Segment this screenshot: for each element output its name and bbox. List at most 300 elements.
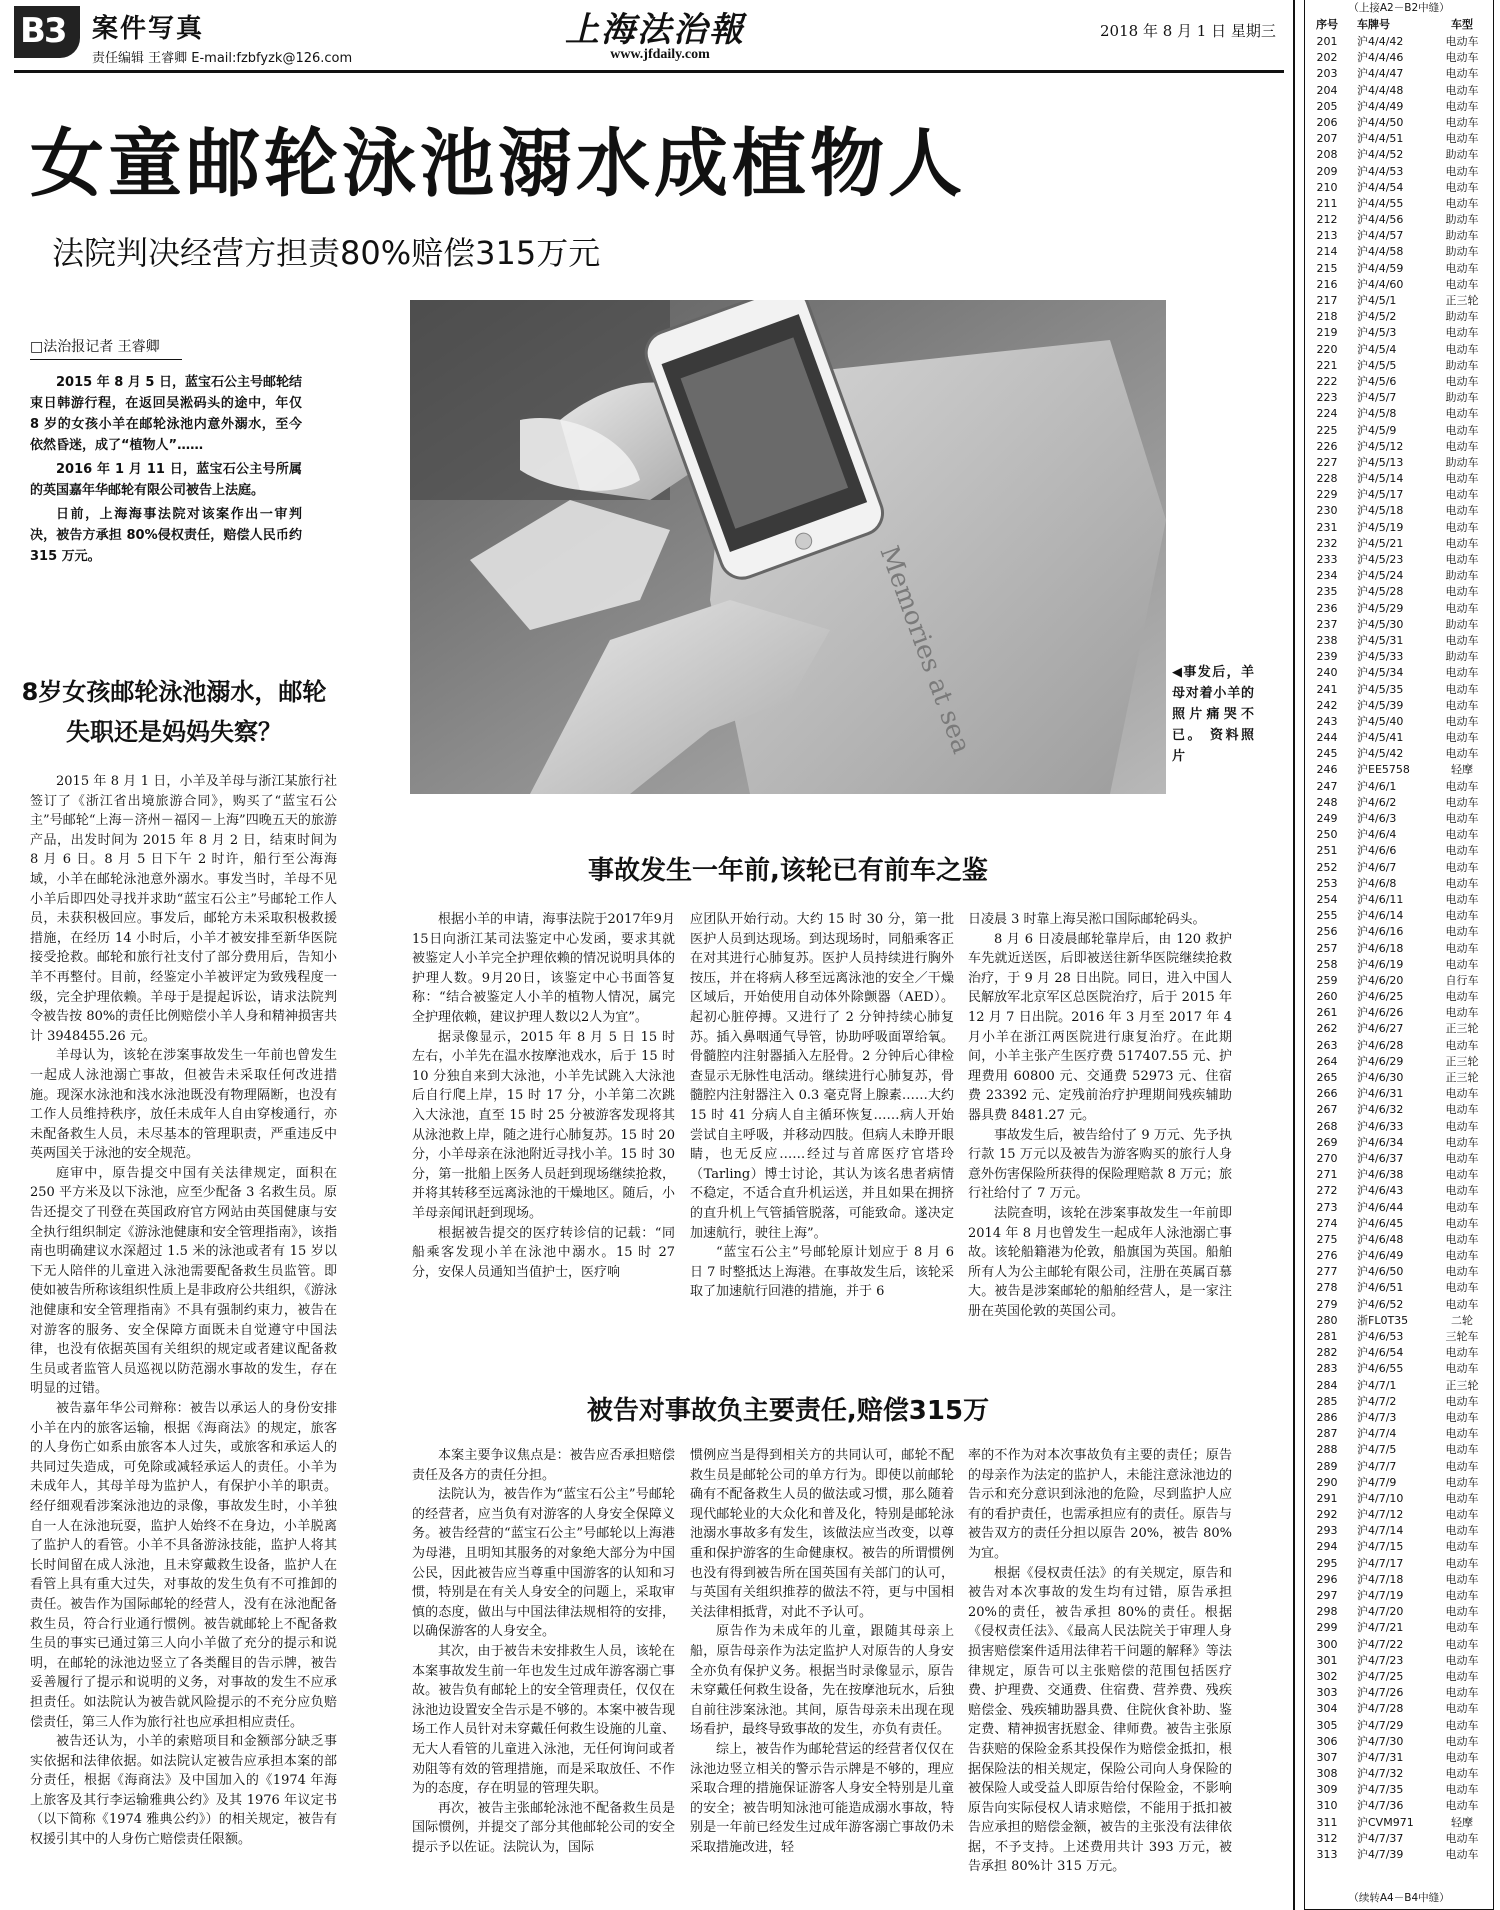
vehicle-type: 电动车: [1445, 99, 1479, 113]
row-number: 215: [1316, 261, 1338, 275]
vehicle-type: 助动车: [1445, 569, 1479, 583]
vehicle-type: 助动车: [1445, 617, 1479, 631]
plate-number: 沪4/7/31: [1357, 1750, 1404, 1764]
body-paragraph: 法院认为，被告作为“蓝宝石公主”号邮轮的经营者，应当负有对游客的人身安全保障义务。被告经营的“蓝宝石公主”号邮轮以上海港为母港，且明知其服务的对象绝大部分为中国公民，因此被告应当尊重中国游客的认知和习惯，特别是在有关人身安全的问题上，采取审慎的态度，做出与中国法律法规相符的安排，以确保游客的人身安全。: [412, 1487, 675, 1640]
plate-number: 沪4/6/45: [1357, 1216, 1404, 1230]
plate-number: 沪4/7/12: [1357, 1508, 1404, 1522]
plate-table-bottom-note: （续转A4－B4中缝）: [1348, 1892, 1450, 1904]
table-row: [1305, 989, 1493, 1005]
row-number: 287: [1316, 1427, 1338, 1441]
vehicle-type: 电动车: [1445, 1410, 1479, 1424]
plate-number: 沪4/5/30: [1357, 617, 1404, 631]
plate-table: [1304, 0, 1494, 1910]
plate-table-header: [1305, 16, 1493, 34]
vehicle-type: 助动车: [1445, 213, 1479, 227]
table-row: [1305, 487, 1493, 503]
plate-number: 沪4/4/56: [1357, 213, 1404, 227]
row-number: 302: [1316, 1669, 1338, 1683]
row-number: 276: [1316, 1249, 1338, 1263]
plate-number: 沪4/7/36: [1357, 1799, 1404, 1813]
vehicle-type: 电动车: [1445, 164, 1479, 178]
vehicle-type: 电动车: [1445, 1119, 1479, 1133]
table-row: [1305, 584, 1493, 600]
plate-number: 沪4/4/52: [1357, 148, 1404, 162]
section-title: 案件写真: [92, 14, 205, 44]
row-number: 205: [1316, 99, 1338, 113]
body-paragraph: 被告嘉年华公司辩称：被告以承运人的身份安排小羊在内的旅客运输，根据《海商法》的规定，旅客的人身伤亡如系由旅客本人过失，或旅客和承运人的共同过失造成，可免除或减轻承运人的责任。小羊为未成年人，其母羊母为监护人，有保护小羊的职责。经仔细观看涉案泳池边的录像，事故发生时，小羊独自一人在泳池玩耍，监护人始终不在身边，小羊脱离了监护人的看管。小羊不具备游泳技能，监护人将其长时间留在成人泳池，且未穿戴救生设备，监护人在看管上具有重大过失，对事故的发生负有不可推卸的责任。被告作为国际邮轮的经营人，没有在泳池配备救生员，符合行业通行惯例。被告就邮轮上不配备救生员的事实已通过第三人向小羊做了充分的提示和说明，在邮轮的泳池边竖立了各类醒目的告示牌，被告妥善履行了提示和说明的义务，对事故的发生不应承担责任。如法院认为被告就风险提示的不充分应负赔偿责任，第三人作为旅行社也应承担相应责任。: [30, 1401, 337, 1730]
row-number: 296: [1316, 1572, 1338, 1586]
table-row: [1305, 1378, 1493, 1394]
plate-number: 沪4/7/14: [1357, 1524, 1404, 1538]
table-row: [1305, 455, 1493, 471]
plate-number: 沪4/6/20: [1357, 973, 1404, 987]
row-number: 292: [1316, 1508, 1338, 1522]
body-paragraph: 根据小羊的申请，海事法院于2017年9月15日向浙江某司法鉴定中心发函，要求其就被鉴定人小羊完全护理依赖的情况说明具体的护理人数。9月20日，该鉴定中心书面答复称：“结合被鉴定人小羊的植物人情况，属完全护理依赖，建议护理人数以2人为宜”。: [412, 912, 675, 1025]
vehicle-type: 电动车: [1445, 1831, 1479, 1845]
body-paragraph: 率的不作为对本次事故负有主要的责任；原告的母亲作为法定的监护人，未能注意泳池边的告示和充分意识到泳池的危险，尽到监护人应有的看护责任，也需承担应有的责任。原告与被告双方的责任分担以原告 20%，被告 80%为宜。: [968, 1448, 1232, 1561]
vehicle-type: 电动车: [1445, 1200, 1479, 1214]
plate-number: 沪4/7/2: [1357, 1394, 1397, 1408]
body-paragraph: 事故发生后，被告给付了 9 万元、先予执行款 15 万元以及被告为游客购买的旅行人身意外伤害保险所获得的保险理赔款 8 万元；旅行社给付了 7 万元。: [968, 1127, 1232, 1202]
vehicle-type: 电动车: [1445, 1427, 1479, 1441]
table-row: [1305, 1232, 1493, 1248]
body-paragraph: 其次，由于被告未安排救生人员，该轮在本案事故发生前一年也发生过成年游客溺亡事故。被告负有邮轮上的安全管理责任，仅仅在泳池边设置安全告示是不够的。本案中被告现场工作人员针对未穿戴任何救生设施的儿童、无大人看管的儿童进入泳池，无任何询问或者劝阻等有效的管理措施，而是采取放任、不作为的态度，存在明显的管理失职。: [412, 1643, 675, 1797]
vehicle-type: 电动车: [1445, 731, 1479, 745]
vehicle-type: 电动车: [1445, 180, 1479, 194]
row-number: 251: [1316, 844, 1338, 858]
row-number: 311: [1316, 1815, 1338, 1829]
plate-number: 沪4/5/34: [1357, 666, 1404, 680]
table-row: [1305, 1151, 1493, 1167]
body-paragraph: 庭审中，原告提交中国有关法律规定，面积在 250 平方米及以下泳池，应至少配备 3 名救生员。原告还提交了刊登在英国政府官方网站由英国健康与安全执行组织制定《游泳池健康和安全管理指南》，该指南也明确建议水深超过 1.5 米的泳池或者有 15 岁以下无人陪伴的儿童进入泳池需要配备救生员监管。即使如被告所称该组织性质上是非政府公共组织，《游泳池健康和安全管理指南》不具有强制约束力，被告在对游客的服务、安全保障方面既未自觉遵守中国法律，也没有依据英国有关组织的规定或者建议配备救生员或者监管人员巡视以防范溺水事故的发生，存在明显的过错。: [30, 1165, 337, 1397]
table-row: [1305, 358, 1493, 374]
vehicle-type: 电动车: [1445, 1750, 1479, 1764]
vehicle-type: 自行车: [1445, 973, 1479, 987]
vehicle-type: 助动车: [1445, 245, 1479, 259]
table-row: [1305, 795, 1493, 811]
vehicle-type: 电动车: [1445, 1589, 1479, 1602]
vehicle-type: 电动车: [1445, 326, 1479, 340]
table-row: [1305, 682, 1493, 698]
body-paragraph: 被告还认为，小羊的索赔项目和金额部分缺乏事实依据和法律依据。如法院认定被告应承担本案的部分责任，根据《海商法》及中国加入的《1974 年海上旅客及其行李运输雅典公约》及其 1976 年议定书（以下简称《1974 雅典公约》）的相关规定，被告有权援引其中的人身伤亡赔偿责任限额。: [30, 1734, 337, 1848]
table-row: [1305, 568, 1493, 584]
plate-number: 沪4/7/37: [1357, 1831, 1404, 1845]
vehicle-type: 电动车: [1445, 860, 1479, 874]
body-paragraph: 原告作为未成年的儿童，跟随其母亲上船，原告母亲作为法定监护人对原告的人身安全亦负有保护义务。根据当时录像显示，原告未穿戴任何救生设备，先在按摩池玩水，后独自前往涉案泳池。其间，原告母亲未出现在现场看护，最终导致事故的发生，亦负有责任。: [690, 1624, 954, 1738]
plate-number: 沪4/6/4: [1357, 828, 1397, 842]
vehicle-type: 电动车: [1445, 1038, 1479, 1052]
row-number: 217: [1316, 294, 1338, 307]
vehicle-type: 电动车: [1445, 747, 1479, 761]
table-row: [1305, 1734, 1493, 1750]
editor-line: 责任编辑 王睿卿 E-mail:fzbfyzk@126.com: [92, 51, 353, 66]
table-row: [1305, 1200, 1493, 1216]
plate-number: 沪4/5/41: [1357, 731, 1404, 745]
plate-number: 沪4/7/30: [1357, 1734, 1404, 1748]
vehicle-type: 助动车: [1445, 650, 1479, 664]
table-row: [1305, 1005, 1493, 1021]
news-photo: [410, 300, 1166, 794]
vehicle-type: 电动车: [1445, 1135, 1479, 1149]
table-row: [1305, 536, 1493, 552]
column-header: 序号: [1316, 18, 1338, 31]
vehicle-type: 电动车: [1445, 488, 1479, 502]
table-row: [1305, 164, 1493, 180]
row-number: 239: [1316, 650, 1338, 664]
row-number: 202: [1316, 51, 1338, 65]
plate-number: 沪4/5/28: [1357, 585, 1404, 599]
table-row: [1305, 520, 1493, 536]
body-paragraph: 日凌晨 3 时靠上海吴淞口国际邮轮码头。: [968, 912, 1206, 927]
row-number: 300: [1316, 1637, 1338, 1651]
table-row: [1305, 779, 1493, 795]
table-row: [1305, 1701, 1493, 1717]
plate-number: 沪4/7/19: [1357, 1589, 1404, 1602]
table-row: [1305, 1264, 1493, 1280]
photo-caption: ◀事发后，羊母对着小羊的照片痛哭不已。 资料照片: [1172, 665, 1254, 764]
row-number: 242: [1316, 698, 1338, 712]
table-row: [1305, 244, 1493, 260]
table-row: [1305, 876, 1493, 892]
table-row: [1305, 860, 1493, 876]
table-row: [1305, 1620, 1493, 1636]
vehicle-type: 正三轮: [1445, 1071, 1479, 1084]
table-row: [1305, 1102, 1493, 1118]
row-number: 234: [1316, 569, 1338, 583]
row-number: 226: [1316, 439, 1338, 453]
table-row: [1305, 649, 1493, 665]
vehicle-type: 电动车: [1445, 374, 1479, 388]
vehicle-type: 正三轮: [1445, 1054, 1479, 1068]
plate-number: 沪4/6/8: [1357, 876, 1397, 890]
table-row: [1305, 1604, 1493, 1620]
row-number: 232: [1316, 536, 1338, 550]
table-row: [1305, 698, 1493, 714]
vehicle-type: 电动车: [1445, 553, 1479, 566]
plate-number: 沪4/5/4: [1357, 342, 1397, 356]
plate-number: 浙FL0T35: [1357, 1313, 1409, 1327]
plate-number: 沪4/4/46: [1357, 51, 1404, 65]
row-number: 210: [1316, 180, 1338, 194]
row-number: 229: [1316, 488, 1338, 502]
photo-illustration: [410, 300, 1166, 794]
vehicle-type: 电动车: [1445, 1653, 1479, 1667]
plate-number: 沪4/6/53: [1357, 1330, 1404, 1343]
vehicle-type: 电动车: [1445, 115, 1479, 129]
table-row: [1305, 665, 1493, 681]
plate-number: 沪4/5/5: [1357, 358, 1397, 372]
plate-number: 沪4/6/11: [1357, 892, 1404, 906]
vehicle-type: 电动车: [1445, 407, 1479, 421]
table-row: [1305, 180, 1493, 196]
vehicle-type: 电动车: [1445, 909, 1479, 923]
vehicle-type: 电动车: [1445, 828, 1479, 842]
vehicle-type: 助动车: [1445, 455, 1479, 469]
table-row: [1305, 552, 1493, 568]
plate-number: 沪4/7/5: [1357, 1443, 1397, 1457]
table-row: [1305, 342, 1493, 358]
plate-number: 沪4/6/37: [1357, 1151, 1404, 1165]
row-number: 271: [1316, 1168, 1338, 1182]
table-row: [1305, 1183, 1493, 1199]
row-number: 252: [1316, 860, 1338, 874]
plate-number: 沪4/7/15: [1357, 1540, 1404, 1554]
plate-number: 沪4/6/6: [1357, 844, 1397, 858]
plate-number: 沪4/6/14: [1357, 909, 1404, 923]
vehicle-type: 电动车: [1445, 1621, 1479, 1635]
body-paragraph: 综上，被告作为邮轮营运的经营者仅仅在泳池边竖立相关的警示告示牌是不够的，理应采取合理的措施保证游客人身安全特别是儿童的安全；被告明知泳池可能造成溺水事故，特别是一年前已经发生过成年游客溺亡事故仍未采取措施改进，轻: [690, 1741, 954, 1855]
vehicle-type: 正三轮: [1445, 1022, 1479, 1036]
table-row: [1305, 423, 1493, 439]
table-row: [1305, 1248, 1493, 1264]
table-row: [1305, 1475, 1493, 1491]
vehicle-type: 电动车: [1445, 1151, 1479, 1165]
table-row: [1305, 843, 1493, 859]
plate-number: 沪4/6/51: [1357, 1281, 1404, 1295]
row-number: 282: [1316, 1346, 1338, 1360]
text-column: [412, 910, 675, 1365]
column-header: 车牌号: [1357, 18, 1390, 31]
row-number: 298: [1316, 1605, 1338, 1619]
text-column: [690, 910, 954, 1365]
body-paragraph: “蓝宝石公主”号邮轮原计划应于 8 月 6 日 7 时整抵达上海港。在事故发生后，该轮采取了加速航行回港的措施，并于 6: [690, 1245, 954, 1300]
table-row: [1305, 212, 1493, 228]
plate-number: 沪4/7/7: [1357, 1459, 1397, 1473]
vehicle-type: 电动车: [1445, 1265, 1479, 1279]
vehicle-type: 轻摩: [1451, 1815, 1473, 1829]
plate-table-body: [1305, 34, 1493, 1863]
table-row: [1305, 1491, 1493, 1507]
plate-number: 沪4/4/60: [1357, 277, 1404, 291]
table-row: [1305, 892, 1493, 908]
table-row: [1305, 50, 1493, 66]
plate-number: 沪4/5/2: [1357, 310, 1397, 324]
table-row: [1305, 293, 1493, 309]
vehicle-type: 电动车: [1445, 682, 1479, 696]
table-row: [1305, 601, 1493, 617]
vehicle-type: 电动车: [1445, 1216, 1479, 1230]
vehicle-type: 电动车: [1445, 439, 1479, 453]
plate-number: 沪4/5/9: [1357, 423, 1397, 437]
table-row: [1305, 811, 1493, 827]
vehicle-type: 电动车: [1445, 1394, 1479, 1408]
table-row: [1305, 1070, 1493, 1086]
row-number: 299: [1316, 1621, 1338, 1635]
vehicle-type: 电动车: [1445, 1475, 1479, 1489]
table-row: [1305, 196, 1493, 212]
row-number: 304: [1316, 1702, 1338, 1716]
row-number: 303: [1316, 1686, 1338, 1700]
body-paragraph: 再次，被告主张邮轮泳池不配备救生员是国际惯例，并提交了部分其他邮轮公司的安全提示予以佐证。法院认为，国际: [412, 1800, 675, 1855]
plate-number: 沪4/4/47: [1357, 67, 1404, 81]
row-number: 270: [1316, 1151, 1338, 1165]
row-number: 286: [1316, 1410, 1338, 1424]
plate-number: 沪4/7/20: [1357, 1605, 1404, 1619]
plate-table-top-note: （上接A2－B2中缝）: [1348, 2, 1450, 14]
row-number: 231: [1316, 520, 1338, 534]
plate-number: 沪4/6/34: [1357, 1135, 1404, 1149]
text-column: [968, 1446, 1232, 1902]
vehicle-type: 电动车: [1445, 1799, 1479, 1813]
vehicle-type: 电动车: [1445, 132, 1479, 146]
table-row: [1305, 115, 1493, 131]
row-number: 211: [1316, 196, 1338, 210]
table-row: [1305, 1297, 1493, 1313]
vehicle-type: 电动车: [1445, 1848, 1479, 1861]
vehicle-type: 助动车: [1445, 310, 1479, 324]
row-number: 222: [1316, 374, 1338, 388]
vehicle-type: 三轮车: [1445, 1330, 1479, 1343]
plate-number: 沪4/6/31: [1357, 1087, 1404, 1101]
row-number: 230: [1316, 504, 1338, 518]
row-number: 277: [1316, 1265, 1338, 1279]
plate-number: 沪4/6/30: [1357, 1071, 1404, 1084]
row-number: 268: [1316, 1119, 1338, 1133]
plate-number: 沪4/7/18: [1357, 1572, 1404, 1586]
table-row: [1305, 1329, 1493, 1345]
plate-number: 沪4/7/32: [1357, 1767, 1404, 1781]
row-number: 263: [1316, 1038, 1338, 1052]
plate-number: 沪4/5/35: [1357, 682, 1404, 696]
vehicle-type: 电动车: [1445, 35, 1479, 48]
article-lead: [30, 372, 302, 570]
vehicle-type: 电动车: [1445, 1362, 1479, 1376]
vehicle-type: 电动车: [1445, 520, 1479, 534]
plate-number: 沪4/6/2: [1357, 795, 1397, 809]
row-number: 254: [1316, 892, 1338, 906]
row-number: 262: [1316, 1022, 1338, 1036]
table-row: [1305, 34, 1493, 50]
vehicle-type: 电动车: [1445, 1734, 1479, 1748]
vehicle-type: 电动车: [1445, 1459, 1479, 1473]
row-number: 224: [1316, 407, 1338, 421]
plate-number: 沪4/5/3: [1357, 326, 1397, 340]
plate-number: 沪4/6/32: [1357, 1103, 1404, 1117]
table-row: [1305, 1345, 1493, 1361]
vehicle-type: 电动车: [1445, 1767, 1479, 1781]
plate-number: 沪4/6/3: [1357, 812, 1397, 825]
row-number: 240: [1316, 666, 1338, 680]
row-number: 265: [1316, 1071, 1338, 1084]
table-row: [1305, 908, 1493, 924]
body-paragraph: 本案主要争议焦点是：被告应否承担赔偿责任及各方的责任分担。: [412, 1448, 675, 1483]
vehicle-type: 电动车: [1445, 1783, 1479, 1797]
vehicle-type: 电动车: [1445, 876, 1479, 890]
plate-number: 沪4/7/28: [1357, 1702, 1404, 1716]
vehicle-type: 电动车: [1445, 83, 1479, 97]
row-number: 243: [1316, 714, 1338, 728]
plate-number: 沪4/6/25: [1357, 990, 1404, 1004]
vehicle-type: 电动车: [1445, 844, 1479, 858]
website-url[interactable]: www.jfdaily.com: [610, 47, 710, 62]
body-paragraph: 羊母认为，该轮在涉案事故发生一年前也曾发生一起成人泳池溺亡事故，但被告未采取任何改进措施。现深水泳池和浅水泳池既没有物理隔断，也没有工作人员维持秩序，放任未成年人自由穿梭通行，亦未配备救生人员，未尽基本的管理职责，严重违反中英两国关于泳池的安全规范。: [30, 1048, 337, 1162]
row-number: 214: [1316, 245, 1338, 259]
table-row: [1305, 1847, 1493, 1863]
plate-number: 沪4/7/3: [1357, 1410, 1397, 1424]
plate-number: 沪4/5/7: [1357, 391, 1397, 405]
row-number: 313: [1316, 1848, 1338, 1861]
row-number: 249: [1316, 812, 1338, 825]
table-row: [1305, 374, 1493, 390]
album-title-text: Memories at sea: [873, 542, 977, 758]
row-number: 259: [1316, 973, 1338, 987]
plate-number: 沪4/5/21: [1357, 536, 1404, 550]
table-row: [1305, 1669, 1493, 1685]
row-number: 305: [1316, 1718, 1338, 1732]
row-number: 261: [1316, 1006, 1338, 1020]
table-row: [1305, 1119, 1493, 1135]
table-row: [1305, 1394, 1493, 1410]
row-number: 206: [1316, 115, 1338, 129]
table-row: [1305, 66, 1493, 82]
row-number: 301: [1316, 1653, 1338, 1667]
row-number: 228: [1316, 472, 1338, 486]
plate-number: 沪4/4/51: [1357, 132, 1404, 146]
column-header: 车型: [1451, 18, 1473, 31]
row-number: 221: [1316, 358, 1338, 372]
row-number: 233: [1316, 553, 1338, 566]
row-number: 219: [1316, 326, 1338, 340]
row-number: 223: [1316, 391, 1338, 405]
row-number: 227: [1316, 455, 1338, 469]
vehicle-type: 电动车: [1445, 1103, 1479, 1117]
text-column: [968, 910, 1232, 1365]
table-row: [1305, 99, 1493, 115]
plate-number: 沪4/4/42: [1357, 35, 1404, 48]
table-row: [1305, 1216, 1493, 1232]
table-row: [1305, 957, 1493, 973]
body-paragraph: 应团队开始行动。大约 15 时 30 分，第一批医护人员到达现场。到达现场时，同船乘客正在对其进行心肺复苏。医护人员持续进行胸外按压，并在将病人移至远离泳池的安全／干燥区域后，开始使用自动体外除颤器（AED）。起初心脏停搏。又进行了 2 分钟持续心肺复苏。插入鼻咽通气导管，协助呼吸面罩给氧。骨髓腔内注射器插入左胫骨。2 分钟后心律检查显示无脉性电活动。继续进行心肺复苏，骨髓腔内注射器注入 0.3 毫克肾上腺素……大约 15 时 41 分病人自主循环恢复……病人开始尝试自主呼吸，并移动四肢。但病人未睁开眼睛，也无反应……经过与首席医疗官塔玲（Tarling）博士讨论，其认为该名患者病情不稳定，不适合直升机运送，并且如果在拥挤的直升机上气管插管脱落，可能致命。遂决定加速航行，驶往上海”。: [690, 912, 954, 1241]
body-paragraph: 惯例应当是得到相关方的共同认可，邮轮不配救生员是邮轮公司的单方行为。即使以前邮轮确有不配备救生人员的做法或习惯，那么随着现代邮轮业的大众化和普及化，特别是邮轮泳池溺水事故多有发生，该做法应当改变，以尊重和保护游客的生命健康权。被告的所谓惯例也没有得到被告所在国英国有关部门的认可，与英国有关组织推荐的做法不符，更与中国相关法律相抵背，对此不予认可。: [690, 1448, 954, 1620]
row-number: 269: [1316, 1135, 1338, 1149]
row-number: 310: [1316, 1799, 1338, 1813]
row-number: 266: [1316, 1087, 1338, 1101]
table-row: [1305, 1637, 1493, 1653]
plate-number: 沪4/5/24: [1357, 569, 1404, 583]
vehicle-type: 电动车: [1445, 941, 1479, 955]
table-row: [1305, 1280, 1493, 1296]
plate-number: 沪4/6/28: [1357, 1038, 1404, 1052]
vehicle-type: 电动车: [1445, 261, 1479, 275]
table-row: [1305, 1588, 1493, 1604]
row-number: 280: [1316, 1313, 1338, 1327]
table-row: [1305, 1523, 1493, 1539]
plate-number: 沪4/5/6: [1357, 374, 1397, 388]
vehicle-type: 电动车: [1445, 633, 1479, 647]
row-number: 264: [1316, 1054, 1338, 1068]
vehicle-type: 电动车: [1445, 1491, 1479, 1505]
row-number: 291: [1316, 1491, 1338, 1505]
vehicle-type: 电动车: [1445, 504, 1479, 518]
row-number: 290: [1316, 1475, 1338, 1489]
plate-number: 沪4/5/29: [1357, 601, 1404, 615]
vehicle-type: 电动车: [1445, 1249, 1479, 1263]
row-number: 307: [1316, 1750, 1338, 1764]
row-number: 260: [1316, 990, 1338, 1004]
plate-number: 沪4/4/54: [1357, 180, 1404, 194]
row-number: 213: [1316, 229, 1338, 243]
row-number: 294: [1316, 1540, 1338, 1554]
vehicle-type: 电动车: [1445, 1443, 1479, 1457]
vehicle-type: 电动车: [1445, 1702, 1479, 1716]
table-row: [1305, 827, 1493, 843]
table-row: [1305, 1086, 1493, 1102]
plate-number: 沪4/5/40: [1357, 714, 1404, 728]
vehicle-type: 电动车: [1445, 698, 1479, 712]
plate-number: 沪4/5/42: [1357, 747, 1404, 761]
vehicle-type: 电动车: [1445, 1637, 1479, 1651]
plate-number: 沪4/6/33: [1357, 1119, 1404, 1133]
